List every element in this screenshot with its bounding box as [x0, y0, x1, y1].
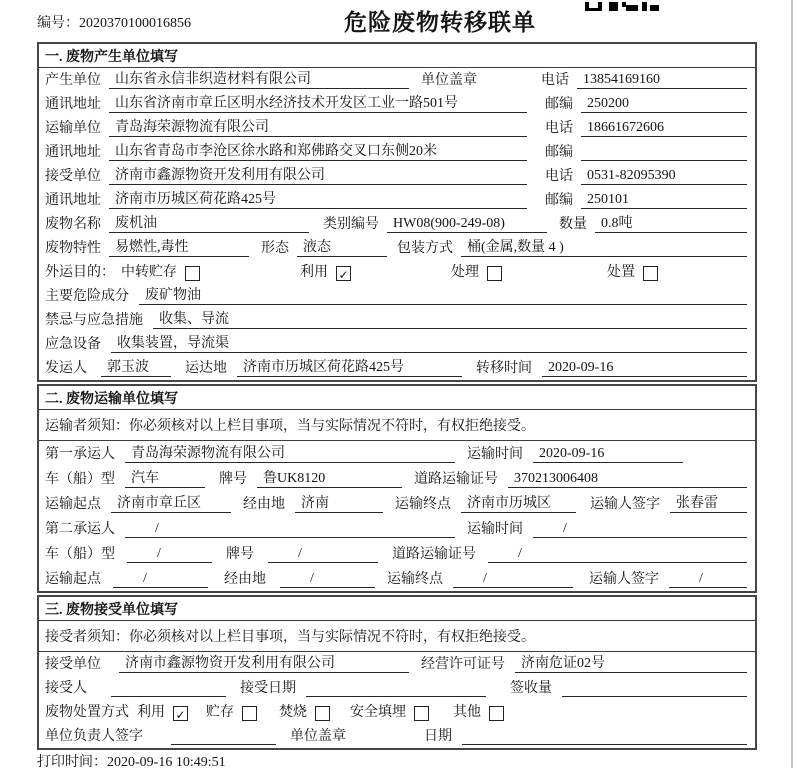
accept-date-value	[306, 696, 486, 697]
destination-label: 运达地	[185, 361, 227, 376]
receiver-address-value: 济南市历城区荷花路425号	[109, 192, 527, 209]
accept-date-label: 接受日期	[240, 681, 296, 696]
vehicle1-plate-value: 鲁UK8120	[257, 471, 402, 488]
dispatch-row	[39, 356, 755, 380]
qr-code-fragment	[585, 0, 661, 16]
quantity-label: 数量	[559, 217, 587, 232]
checkbox-other: 其他	[453, 705, 504, 721]
responsible-sign-value	[171, 744, 276, 745]
route2-via-value: /	[280, 571, 375, 588]
receiver-phone-value: 0531-82095390	[581, 168, 747, 185]
taboo-label: 禁忌与应急措施	[45, 313, 143, 328]
plate-label: 牌号	[219, 472, 247, 487]
checkbox-box: ✓	[336, 266, 351, 281]
route-via-label: 经由地	[224, 572, 266, 587]
transporter-value: 青岛海荣源物流有限公司	[109, 120, 527, 137]
zip-label: 邮编	[545, 193, 573, 208]
road-license-label: 道路运输证号	[392, 547, 476, 562]
transporter-address-value: 山东省青岛市李沧区徐水路和郑佛路交叉口东侧20米	[109, 144, 527, 161]
disposal-row	[39, 700, 755, 724]
category-value: HW08(900-249-08)	[387, 216, 547, 233]
receiver-zip-value: 250101	[581, 192, 747, 209]
packing-label: 包装方式	[397, 241, 453, 256]
operating-license-value: 济南危证02号	[515, 656, 747, 673]
route1-end-value: 济南市历城区	[461, 496, 576, 513]
carrier2-label: 第二承运人	[45, 522, 115, 537]
transporter-zip-value	[581, 160, 747, 161]
checkbox-utilize: 利用 ✓	[300, 265, 351, 281]
carrier1-time-value: 2020-09-16	[533, 446, 683, 463]
route-start-label: 运输起点	[45, 572, 101, 587]
route2-row	[39, 566, 755, 591]
acceptor-row	[39, 676, 755, 700]
seal-label: 单位盖章	[421, 73, 477, 88]
acceptor-value	[111, 696, 226, 697]
waste-name-value: 废机油	[109, 216, 309, 233]
checkbox-box	[489, 706, 504, 721]
form-label: 形态	[261, 241, 289, 256]
carrier1-value: 青岛海荣源物流有限公司	[125, 446, 455, 463]
equipment-row	[39, 332, 755, 356]
producer-address-row	[39, 92, 755, 116]
vehicle2-row	[39, 541, 755, 566]
category-label: 类别编号	[323, 217, 379, 232]
producer-address-value: 山东省济南市章丘区明水经济技术开发区工业一路501号	[109, 96, 527, 113]
transporter-row	[39, 116, 755, 140]
vehicle-type-label: 车（船）型	[45, 547, 115, 562]
transporter-phone-label: 电话	[545, 121, 573, 136]
acceptor-label: 接受人	[45, 681, 87, 696]
producer-zip-value: 250200	[581, 96, 747, 113]
date-label: 日期	[424, 729, 452, 744]
route-via-label: 经由地	[243, 497, 285, 512]
vehicle-type-label: 车（船）型	[45, 472, 115, 487]
route2-end-value: /	[453, 571, 573, 588]
packing-value: 桶(金属,数量 4 )	[461, 240, 747, 257]
print-time-value: 2020-09-16 10:49:51	[107, 755, 226, 770]
checkbox-box	[643, 266, 658, 281]
checkbox-dispose: 处置	[607, 265, 658, 281]
checkbox-box: ✓	[173, 706, 188, 721]
checkbox-storage: 贮存	[206, 705, 257, 721]
producer-row	[39, 68, 755, 92]
checkbox-box	[315, 706, 330, 721]
receiver-address-row	[39, 188, 755, 212]
vehicle2-type-value: /	[127, 546, 212, 563]
receiver-notice: 接受者须知：你必须核对以上栏目事项，当与实际情况不符时，有权拒绝接受。	[39, 621, 755, 652]
route1-sign-value: 张春雷	[670, 496, 747, 513]
route-end-label: 运输终点	[395, 497, 451, 512]
receiver-value: 济南市鑫源物资开发利用有限公司	[109, 168, 527, 185]
hazard-label: 主要危险成分	[45, 289, 129, 304]
taboo-value: 收集、导流	[153, 312, 747, 329]
signed-quantity-label: 签收量	[510, 681, 552, 696]
producer-value: 山东省永信非织造材料有限公司	[109, 72, 409, 89]
transporter-notice: 运输者须知：你必须核对以上栏目事项，当与实际情况不符时，有权拒绝接受。	[39, 410, 755, 441]
address-label: 通讯地址	[45, 193, 101, 208]
page-edge-line	[791, 0, 793, 768]
plate-label: 牌号	[226, 547, 254, 562]
vehicle1-row	[39, 466, 755, 491]
checkbox-box	[487, 266, 502, 281]
equipment-label: 应急设备	[45, 337, 101, 352]
waste-name-label: 废物名称	[45, 217, 101, 232]
vehicle2-license-value: /	[488, 546, 747, 563]
producer-phone-value: 13854169160	[577, 72, 747, 89]
print-time	[37, 751, 226, 771]
hazard-value: 废矿物油	[139, 288, 747, 305]
quantity-value: 0.8吨	[595, 216, 747, 233]
checkbox-utilize: 利用 ✓	[137, 705, 188, 721]
section3-title: 三. 废物接受单位填写	[39, 597, 755, 621]
receiver-phone-label: 电话	[545, 169, 573, 184]
purpose-label: 外运目的：	[45, 265, 115, 280]
checkbox-transfer-storage: 中转贮存	[121, 265, 200, 281]
traits-value: 易燃性,毒性	[109, 240, 249, 257]
receiver-label: 接受单位	[45, 169, 101, 184]
hazard-row	[39, 284, 755, 308]
transfer-time-value: 2020-09-16	[542, 360, 747, 377]
transport-time-label: 运输时间	[467, 447, 523, 462]
transport-time-label: 运输时间	[467, 522, 523, 537]
producer-phone-label: 电话	[541, 73, 569, 88]
route2-sign-value: /	[669, 571, 747, 588]
route1-via-value: 济南	[295, 496, 383, 513]
transporter-label: 运输单位	[45, 121, 101, 136]
carrier1-label: 第一承运人	[45, 447, 115, 462]
destination-value: 济南市历城区荷花路425号	[237, 360, 462, 377]
serial-value: 2020370100016856	[79, 16, 191, 31]
dispatcher-label: 发运人	[45, 361, 87, 376]
route2-start-value: /	[113, 571, 208, 588]
serial-label: 编号：	[37, 16, 79, 31]
carrier2-row	[39, 516, 755, 541]
section-producer	[37, 42, 757, 382]
address-label: 通讯地址	[45, 97, 101, 112]
signature-row	[39, 724, 755, 748]
carrier-sign-label: 运输人签字	[589, 572, 659, 587]
transfer-time-label: 转移时间	[476, 361, 532, 376]
operating-license-label: 经营许可证号	[421, 657, 505, 672]
section1-title: 一. 废物产生单位填写	[39, 44, 755, 68]
carrier1-row	[39, 441, 755, 466]
form-value: 液态	[297, 240, 387, 257]
receiving-unit-row	[39, 652, 755, 676]
taboo-row	[39, 308, 755, 332]
receiver-row	[39, 164, 755, 188]
dispatcher-value: 郭玉波	[101, 360, 171, 377]
section2-title: 二. 废物运输单位填写	[39, 386, 755, 410]
receiving-unit-value: 济南市鑫源物资开发利用有限公司	[119, 656, 409, 673]
route1-row	[39, 491, 755, 516]
waste-traits-row	[39, 236, 755, 260]
waste-name-row	[39, 212, 755, 236]
section-receiver	[37, 595, 757, 750]
carrier-sign-label: 运输人签字	[590, 497, 660, 512]
purpose-row	[39, 260, 755, 284]
vehicle1-license-value: 370213006408	[508, 471, 747, 488]
receiving-unit-label: 接受单位	[45, 657, 101, 672]
checkbox-box	[242, 706, 257, 721]
checkbox-incinerate: 焚烧	[279, 705, 330, 721]
transporter-phone-value: 18661672606	[581, 120, 747, 137]
checkbox-landfill: 安全填埋	[350, 705, 429, 721]
transporter-address-row	[39, 140, 755, 164]
responsible-sign-label: 单位负责人签字	[45, 729, 143, 744]
road-license-label: 道路运输证号	[414, 472, 498, 487]
address-label: 通讯地址	[45, 145, 101, 160]
print-time-label: 打印时间：	[37, 755, 107, 770]
unit-seal-label: 单位盖章	[290, 729, 346, 744]
zip-label: 邮编	[545, 97, 573, 112]
section-transporter	[37, 384, 757, 593]
vehicle1-type-value: 汽车	[125, 471, 205, 488]
date-value	[462, 744, 747, 745]
carrier2-value: /	[125, 521, 455, 538]
checkbox-box	[414, 706, 429, 721]
vehicle2-plate-value: /	[268, 546, 378, 563]
signed-quantity-value	[562, 696, 747, 697]
checkbox-box	[185, 266, 200, 281]
equipment-value: 收集装置，导流渠	[111, 336, 747, 353]
page-title: 危险废物转移联单	[344, 10, 536, 35]
route-start-label: 运输起点	[45, 497, 101, 512]
disposal-label: 废物处置方式	[45, 705, 129, 720]
route1-start-value: 济南市章丘区	[111, 496, 231, 513]
route-end-label: 运输终点	[387, 572, 443, 587]
zip-label: 邮编	[545, 145, 573, 160]
carrier2-time-value: /	[533, 521, 747, 538]
producer-label: 产生单位	[45, 73, 101, 88]
traits-label: 废物特性	[45, 241, 101, 256]
checkbox-treat: 处理	[451, 265, 502, 281]
